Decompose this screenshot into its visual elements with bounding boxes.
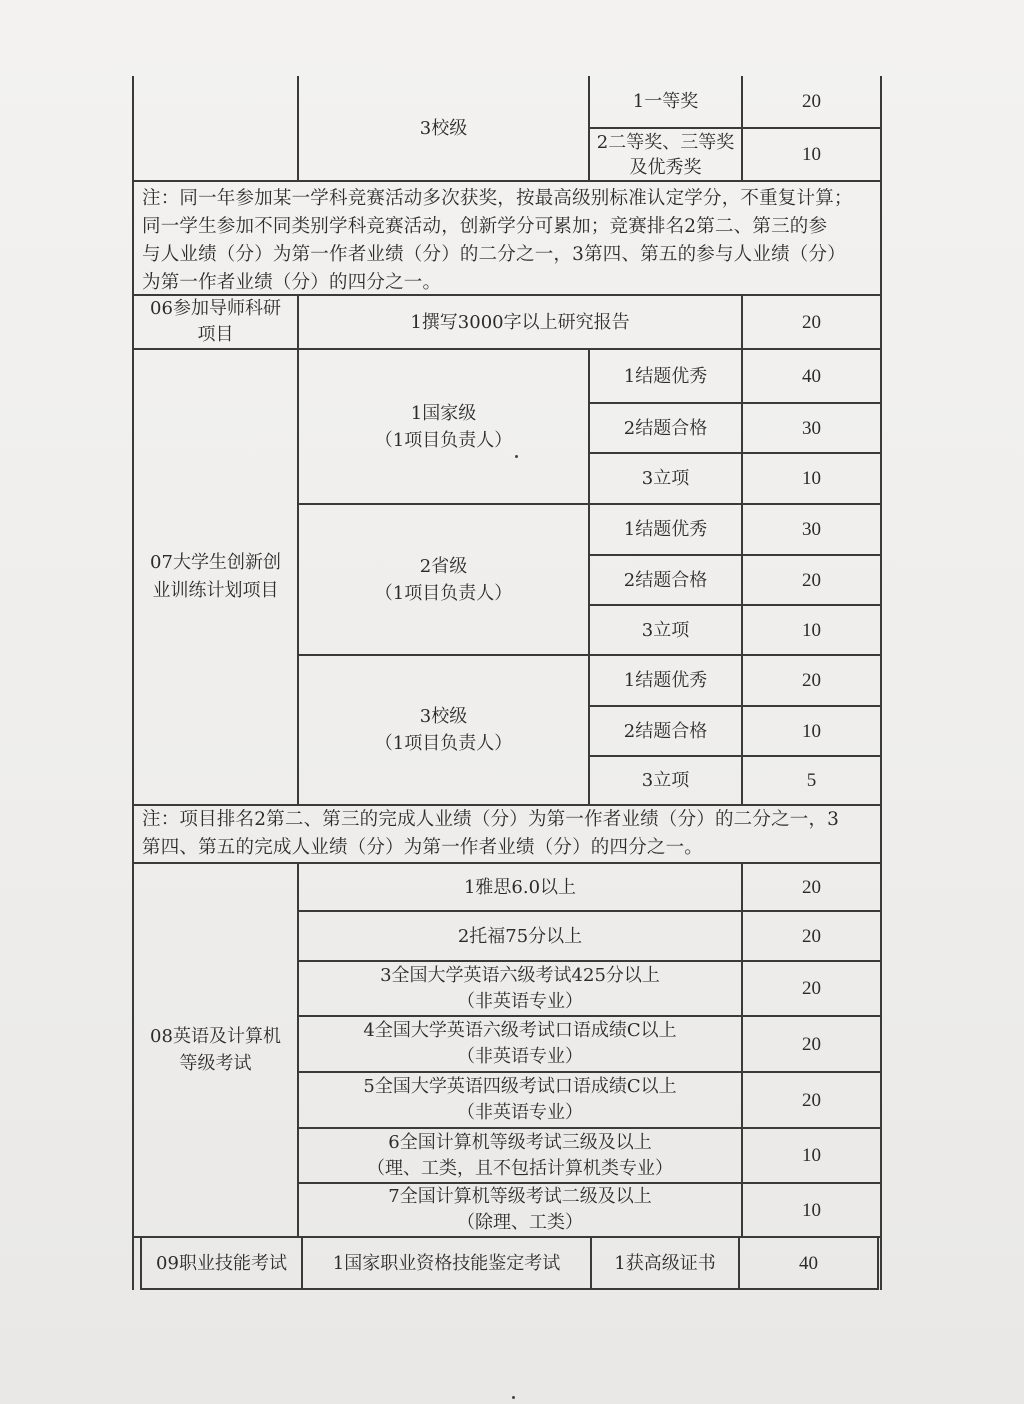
score-cell: 10: [802, 1199, 821, 1221]
score-cell: 10: [802, 468, 821, 489]
table-border: [877, 1236, 879, 1290]
score-cell: 40: [802, 365, 821, 387]
exam-cell: 7全国计算机等级考试二级及以上 （除理、工类）: [388, 1186, 652, 1233]
award-cell: 1一等奖: [632, 91, 699, 112]
score-cell: 20: [802, 1089, 821, 1111]
exam-cell: 3全国大学英语六级考试425分以上 （非英语专业）: [380, 964, 660, 1012]
score-cell: 10: [802, 144, 821, 165]
result-cell: 1结题优秀: [623, 365, 708, 387]
table-border: [140, 1288, 879, 1290]
project-note: 注：项目排名2第二、第三的完成人业绩（分）为第一作者业绩（分）的二分之一，3 第四、第五的完成人业绩（分）为第一作者业绩（分）的四分之一。: [142, 809, 840, 858]
score-cell: 5: [806, 770, 817, 791]
exam-cell: 2托福75分以上: [457, 925, 583, 947]
score-cell: 20: [802, 978, 821, 999]
level-cell: 3校级: [419, 117, 468, 139]
score-cell: 40: [799, 1252, 818, 1274]
category-cell: 07大学生创新创 业训练计划项目: [150, 552, 281, 601]
score-cell: 30: [802, 519, 821, 540]
table-border: [132, 180, 882, 182]
score-cell: 10: [802, 720, 821, 742]
score-cell: 20: [802, 91, 821, 112]
result-cell: 3立项: [641, 770, 690, 791]
result-cell: 2结题合格: [623, 417, 708, 439]
exam-cell: 5全国大学英语四级考试口语成绩C以上 （非英语专业）: [363, 1076, 677, 1123]
ink-speck: [515, 455, 518, 458]
ink-speck: [512, 1396, 515, 1399]
score-cell: 20: [802, 670, 821, 691]
category-cell: 09职业技能考试: [156, 1252, 287, 1274]
table-border: [880, 76, 882, 1290]
exam-cell: 4全国大学英语六级考试口语成绩C以上 （非英语专业）: [363, 1020, 677, 1067]
result-cell: 2结题合格: [623, 569, 708, 591]
score-cell: 20: [802, 311, 821, 333]
score-cell: 10: [802, 1145, 821, 1166]
competition-note: 注：同一年参加某一学科竞赛活动多次获奖，按最高级别标准认定学分，不重复计算； 同一学生参加不同类别学科竞赛活动，创新学分可累加；竞赛排名2第二、第三的参 与人业绩（分）为第一作者业绩（分）的二分之一，3第四、第五的参与人业绩（分） 为第一作者业绩（分）的四分之一。: [142, 188, 853, 293]
score-cell: 30: [802, 417, 821, 439]
result-cell: 1获高级证书: [614, 1252, 716, 1274]
category-cell: 06参加导师科研 项目: [150, 298, 281, 345]
result-cell: 3立项: [641, 619, 690, 641]
score-cell: 20: [802, 1033, 821, 1055]
level-cell: 2省级 （1项目负责人）: [374, 555, 513, 604]
level-cell: 3校级 （1项目负责人）: [374, 706, 513, 754]
item-cell: 1国家职业资格技能鉴定考试: [332, 1252, 561, 1274]
score-cell: 20: [802, 876, 821, 898]
exam-cell: 1雅思6.0以上: [463, 876, 577, 898]
exam-cell: 6全国计算机等级考试三级及以上 （理、工类，且不包括计算机类专业）: [367, 1131, 673, 1179]
item-cell: 1撰写3000字以上研究报告: [410, 311, 630, 333]
result-cell: 2结题合格: [623, 720, 708, 742]
score-cell: 10: [802, 619, 821, 641]
result-cell: 1结题优秀: [623, 670, 708, 691]
category-cell: 08英语及计算机 等级考试: [150, 1026, 281, 1074]
score-cell: 20: [802, 925, 821, 947]
level-cell: 1国家级 （1项目负责人）: [374, 402, 513, 451]
score-cell: 20: [802, 569, 821, 591]
result-cell: 3立项: [641, 468, 690, 489]
award-cell: 2二等奖、三等奖 及优秀奖: [596, 131, 735, 178]
result-cell: 1结题优秀: [623, 519, 708, 540]
